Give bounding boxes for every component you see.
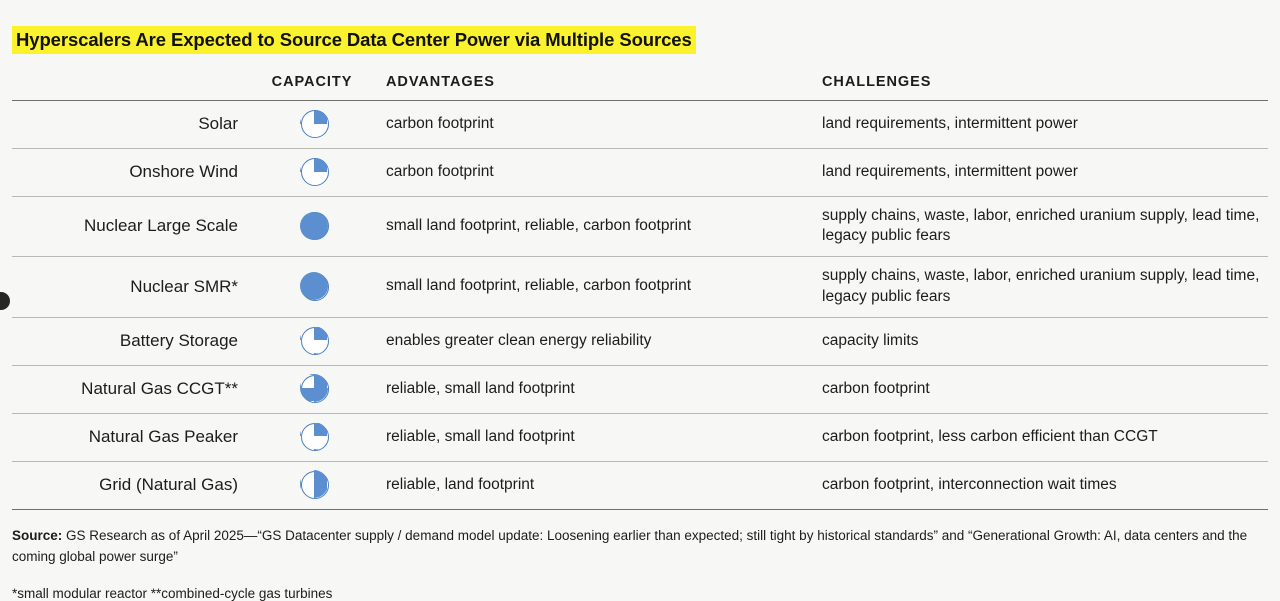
table-body (12, 101, 1268, 510)
table-row (12, 413, 1268, 461)
table-row (12, 365, 1268, 413)
table-header (12, 74, 1268, 101)
advantages-cell: carbon footprint (386, 163, 494, 181)
source-text: GS Research as of April 2025—“GS Datacenter supply / demand model update: Loosening earlier than expected; still tight by historical standards” and “Generational Growth: AI, data centers and the coming global power surge” (12, 527, 1248, 564)
title-container (12, 0, 1268, 54)
advantages-cell: reliable, land footprint (386, 475, 535, 493)
capacity-pie-icon (301, 110, 329, 138)
power-sources-table (12, 74, 1268, 510)
row-source-name: Solar (198, 114, 238, 134)
row-source-name: Battery Storage (119, 330, 238, 350)
capacity-cell (254, 461, 376, 509)
table-row (12, 197, 1268, 257)
table-row (12, 317, 1268, 365)
advantages-cell: small land footprint, reliable, carbon footprint (386, 217, 691, 235)
capacity-pie-icon (301, 273, 329, 301)
challenges-cell: supply chains, waste, labor, enriched uranium supply, lead time, legacy public fears (822, 207, 1260, 245)
advantages-cell: small land footprint, reliable, carbon footprint (386, 277, 691, 295)
row-source-name: Onshore Wind (129, 162, 238, 182)
row-source-name: Nuclear SMR* (130, 276, 238, 296)
row-source-name: Nuclear Large Scale (83, 216, 238, 236)
source-note (12, 526, 1268, 568)
table-row (12, 101, 1268, 149)
capacity-pie-icon (301, 375, 329, 403)
footnote: *small modular reactor **combined-cycle gas turbines (12, 585, 333, 601)
row-source-name: Natural Gas Peaker (88, 426, 238, 446)
column-header-capacity: CAPACITY (271, 74, 353, 91)
capacity-cell (254, 317, 376, 365)
challenges-cell: capacity limits (822, 331, 919, 349)
capacity-cell (254, 197, 376, 257)
table-row (12, 461, 1268, 509)
capacity-pie-icon (301, 327, 329, 355)
table-row (12, 149, 1268, 197)
advantages-cell: reliable, small land footprint (386, 379, 575, 397)
capacity-cell (254, 413, 376, 461)
capacity-cell (254, 101, 376, 149)
column-header-name (12, 74, 254, 101)
capacity-pie-icon (301, 212, 329, 240)
capacity-cell (254, 365, 376, 413)
page-title: Hyperscalers Are Expected to Source Data Center Power via Multiple Sources (12, 26, 696, 54)
row-source-name: Natural Gas CCGT** (81, 378, 238, 398)
capacity-cell (254, 257, 376, 317)
advantages-cell: carbon footprint (386, 115, 494, 133)
challenges-cell: supply chains, waste, labor, enriched uranium supply, lead time, legacy public fears (822, 267, 1260, 305)
advantages-cell: enables greater clean energy reliability (386, 331, 652, 349)
capacity-cell (254, 149, 376, 197)
column-header-advantages: ADVANTAGES (386, 74, 495, 91)
row-source-name: Grid (Natural Gas) (99, 474, 238, 494)
challenges-cell: carbon footprint, interconnection wait times (822, 475, 1117, 493)
capacity-pie-icon (301, 158, 329, 186)
challenges-cell: land requirements, intermittent power (822, 163, 1078, 181)
source-label: Source: (12, 527, 63, 543)
challenges-cell: carbon footprint (822, 379, 930, 397)
challenges-cell: carbon footprint, less carbon efficient than CCGT (822, 427, 1158, 445)
challenges-cell: land requirements, intermittent power (822, 115, 1078, 133)
table-row (12, 257, 1268, 317)
scroll-handle-icon[interactable] (0, 292, 10, 310)
column-header-challenges: CHALLENGES (822, 74, 932, 91)
capacity-pie-icon (301, 471, 329, 499)
capacity-pie-icon (301, 423, 329, 451)
advantages-cell: reliable, small land footprint (386, 427, 575, 445)
